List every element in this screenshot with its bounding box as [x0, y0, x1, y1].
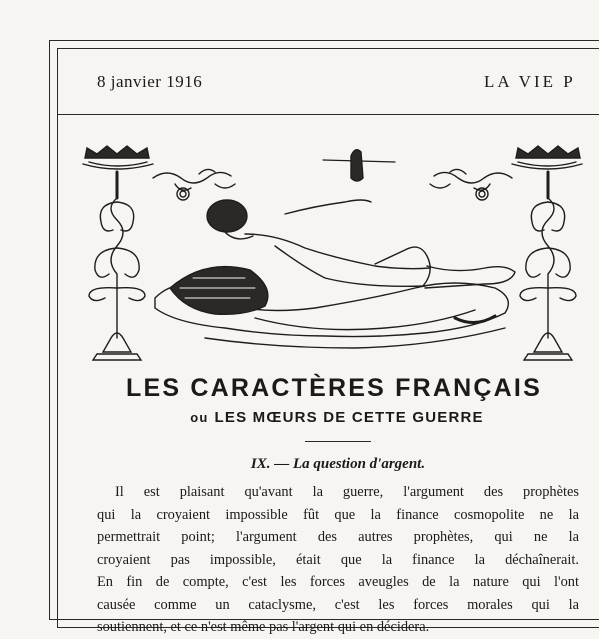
article-body	[97, 481, 579, 639]
body-line: En fin de compte, c'est les forces aveugles de la nature qui l'ont	[97, 574, 579, 590]
journal-title: LA VIE P	[484, 72, 576, 91]
body-line: causée comme un cataclysme, c'est les forces morales qui la	[97, 596, 579, 613]
body-line: qui la croyaient impossible fût que la finance cosmopolite ne la	[97, 506, 579, 523]
body-line: croyaient pas impossible, était que la finance la déchaînerait.	[97, 551, 579, 568]
body-line: soutiennent, et ce n'est même pas l'argent qui en décidera.	[97, 619, 430, 635]
header-rule	[57, 114, 599, 115]
article-subtitle	[0, 409, 599, 426]
title-separator	[305, 441, 371, 442]
body-line: permettrait point; l'argument des autres prophètes, qui ne la	[97, 529, 579, 545]
reclining-woman-illustration	[75, 138, 590, 368]
subtitle-text: LES MŒURS DE CETTE GUERRE	[214, 409, 484, 426]
issue-date: 8 janvier 1916	[97, 72, 203, 91]
subtitle-prefix: ou	[190, 410, 209, 425]
article-title: LES CARACTÈRES FRANÇAIS	[126, 374, 542, 402]
candelabra-icon	[83, 146, 235, 360]
section-heading: IX. — La question d'argent.	[250, 456, 426, 472]
body-line: Il est plaisant qu'avant la guerre, l'argument des prophètes	[115, 484, 579, 500]
